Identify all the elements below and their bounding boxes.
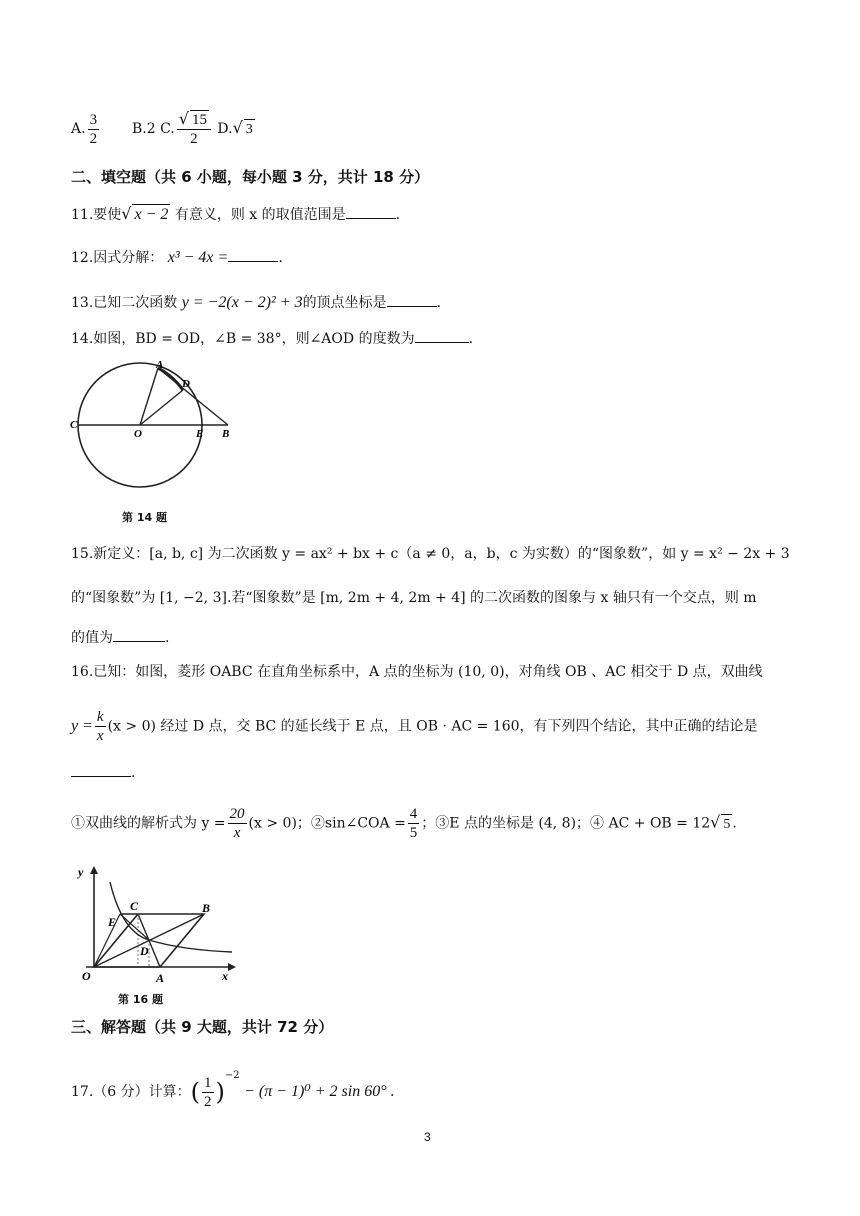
q16-k: k xyxy=(96,709,104,725)
option-c-label: C. xyxy=(160,121,175,137)
question-16-line4: ①双曲线的解析式为 y = $\frac{20}{x}$ (x > 0)；②sin∠COA = $\frac{4}{5}$ ；③E 点的坐标是 (4, 8)；④ AC + OB = 12√ 5 . xyxy=(71,806,737,841)
q13-post: 的顶点坐标是 xyxy=(302,295,387,311)
fig14-label-e: E xyxy=(196,428,204,440)
fig16-label-a: A xyxy=(156,971,165,985)
fig16-hyperbola xyxy=(110,882,232,952)
question-15-line3: 的值为 . xyxy=(71,627,169,648)
q16-x: x xyxy=(96,728,104,744)
q16-end: . xyxy=(732,815,737,832)
section3-title: 三、解答题（共 9 大题，共计 72 分） xyxy=(71,1018,334,1036)
fig16-y-arrow xyxy=(90,866,98,874)
q16-conclusion2: (x > 0)；②sin∠COA = xyxy=(248,815,406,832)
q10-options: A. $\frac{3}{2}$ B.2 C. $\frac{√ 15}{2}$ D.√ 3 xyxy=(71,109,253,147)
fig14-oa xyxy=(140,368,158,425)
fig14-label-b: B xyxy=(222,428,230,440)
q16-fraction-20x xyxy=(228,805,247,842)
q17-exponent: −2 xyxy=(224,1070,240,1081)
q11-pre: 11.要使 xyxy=(71,207,122,223)
section2-title: 二、填空题（共 6 小题，每小题 3 分，共计 18 分） xyxy=(71,168,430,186)
q17-num: 1 xyxy=(204,1074,212,1091)
option-c-fraction: $\frac{√ 15}{2}$ xyxy=(177,110,211,148)
fig16-label-e: E xyxy=(108,915,117,929)
question-15-line2: 的“图象数”为 [1, −2, 3].若“图象数”是 [m, 2m + 4, 2m + 4] 的二次函数的图象与 x 轴只有一个交点，则 m xyxy=(71,590,757,606)
q17-fraction xyxy=(202,1074,214,1111)
fig16-label-b: B xyxy=(202,901,211,915)
q11-post: 有意义，则 x 的取值范围是 xyxy=(174,207,346,223)
fig16-label-y: y xyxy=(78,865,84,879)
page-number: 3 xyxy=(424,1130,431,1144)
q12-expr: x³ − 4x = xyxy=(167,249,229,266)
q16-radicand: 5 xyxy=(721,814,732,835)
q13-pre: 13.已知二次函数 xyxy=(71,295,178,311)
question-15-line1: 15.新定义：[a, b, c] 为二次函数 y = ax² + bx + c（a ≠ 0，a，b，c 为实数）的“图象数”，如 y = x² − 2x + 3 xyxy=(71,546,790,562)
q16-blank xyxy=(71,762,131,777)
q17-pre: 17.（6 分）计算： xyxy=(71,1084,191,1100)
q17-rest: − (π − 1)⁰ + 2 sin 60° . xyxy=(244,1083,395,1100)
fig16-x-arrow xyxy=(228,963,236,971)
fig14-label-c: C xyxy=(70,419,78,431)
option-a-den: 2 xyxy=(89,130,98,147)
fig14-label-a: A xyxy=(156,360,164,371)
question-12: 12.因式分解： x³ − 4x = . xyxy=(71,249,283,266)
option-d-radicand: 3 xyxy=(244,119,255,140)
fig16-label-o: O xyxy=(82,969,91,983)
q13-blank xyxy=(387,292,437,307)
q14-blank xyxy=(415,328,469,343)
q16-conclusion1: ①双曲线的解析式为 y = xyxy=(71,815,226,832)
fig14-od xyxy=(140,390,183,425)
q17-den: 2 xyxy=(204,1093,212,1110)
q16-conclusion3: ；③E 点的坐标是 (4, 8)；④ AC + OB = 12 xyxy=(421,815,711,832)
question-16-line1: 16.已知：如图，菱形 OABC 在直角坐标系中，A 点的坐标为 (10, 0)，对角线 OB 、AC 相交于 D 点，双曲线 xyxy=(71,664,763,680)
question-16-line3: . xyxy=(71,762,135,783)
q14-text: 14.如图，BD = OD，∠B = 38°，则∠AOD 的度数为 xyxy=(71,331,415,347)
fig14-caption: 第 14 题 xyxy=(122,511,167,524)
question-17: 17.（6 分）计算：( $\frac{1}{2}$ )$^{-2}$ − (π − 1)⁰ + 2 sin 60° . xyxy=(71,1070,395,1110)
option-c-den: 2 xyxy=(190,131,198,147)
option-a-label: A. xyxy=(71,121,86,137)
question-11: 11.要使√ x − 2 有意义，则 x 的取值范围是 . xyxy=(71,204,401,223)
q12-pre: 12.因式分解： xyxy=(71,250,164,266)
q16-line2-rest: (x > 0) 经过 D 点，交 BC 的延长线于 E 点，且 OB · AC = 160，有下列四个结论，其中正确的结论是 xyxy=(107,718,758,735)
question-16-line2 xyxy=(71,708,758,745)
q16-fraction-kx xyxy=(95,708,106,745)
question-13: 13.已知二次函数 y = −2(x − 2)² + 3的顶点坐标是 . xyxy=(71,294,442,311)
q15-line3-text: 的值为 xyxy=(71,630,113,646)
q16-frac1-num: 20 xyxy=(229,806,245,822)
option-c-radicand: 15 xyxy=(191,112,207,128)
q16-frac2-num: 4 xyxy=(409,806,418,822)
q16-frac1-den: x xyxy=(233,825,241,841)
q13-expr: y = −2(x − 2)² + 3 xyxy=(181,294,303,311)
question-14: 14.如图，BD = OD，∠B = 38°，则∠AOD 的度数为 . xyxy=(71,328,473,349)
fig14-label-d: D xyxy=(182,378,190,390)
q16-fraction-45 xyxy=(408,805,420,842)
q11-blank xyxy=(346,204,396,219)
q15-blank xyxy=(113,627,165,642)
option-b: B.2 xyxy=(131,121,156,137)
q12-blank xyxy=(228,247,278,262)
option-a-num: 3 xyxy=(89,111,98,128)
q16-y: y = xyxy=(71,717,93,735)
figure-14 xyxy=(70,360,250,500)
q11-radicand: x − 2 xyxy=(134,206,169,223)
figure-16 xyxy=(72,862,252,990)
fig16-label-d: D xyxy=(140,944,149,958)
option-d-label: D. xyxy=(217,121,233,137)
fig16-label-c: C xyxy=(130,899,139,913)
q16-frac2-den: 5 xyxy=(409,825,418,841)
option-a-fraction xyxy=(88,111,100,148)
fig14-label-o: O xyxy=(134,428,142,440)
fig16-label-x: x xyxy=(222,969,228,983)
fig16-caption: 第 16 题 xyxy=(118,993,163,1006)
